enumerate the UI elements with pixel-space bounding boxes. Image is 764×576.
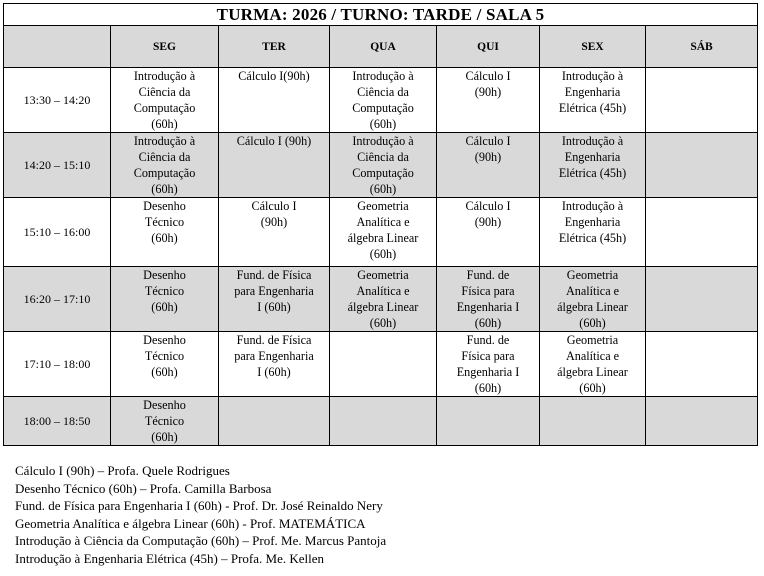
class-cell-line: Cálculo I(90h): [238, 69, 310, 83]
legend-item: Fund. de Física para Engenharia I (60h) - Prof. Dr. José Reinaldo Nery: [15, 498, 383, 514]
class-cell-line: Analítica e: [356, 284, 410, 298]
time-slot-label: 18:00 – 18:50: [4, 397, 111, 446]
class-cell-line: Ciência da: [357, 150, 409, 164]
class-cell-line: (90h): [474, 215, 502, 229]
class-cell-line: Geometria: [357, 199, 409, 213]
class-cell-line: Fund. de Física: [236, 268, 312, 282]
class-cell: [646, 267, 758, 332]
time-slot-row: [4, 267, 758, 332]
class-cell-line: Desenho: [143, 333, 186, 347]
class-cell-line: Física para: [461, 284, 515, 298]
class-cell: [540, 332, 646, 397]
class-cell-line: Introdução à: [352, 69, 414, 83]
class-cell-line: Cálculo I: [465, 134, 511, 148]
class-cell-line: Introdução à: [352, 134, 414, 148]
class-cell: [540, 133, 646, 198]
legend-item: Introdução à Engenharia Elétrica (45h) – Profa. Me. Kellen: [15, 550, 324, 566]
time-slot-row: [4, 133, 758, 198]
class-cell: [330, 267, 437, 332]
class-cell: [540, 397, 646, 446]
time-slot-label: 16:20 – 17:10: [4, 267, 111, 332]
class-cell-line: Introdução à: [133, 134, 196, 148]
class-cell: [111, 267, 219, 332]
class-cell-line: (60h): [369, 316, 397, 330]
class-cell-line: Geometria: [566, 268, 619, 282]
class-cell: [330, 133, 437, 198]
time-slot-label: 15:10 – 16:00: [4, 198, 111, 267]
class-cell: [330, 68, 437, 133]
day-header-4: SEX: [540, 26, 646, 68]
class-cell: [646, 397, 758, 446]
day-header-3: QUI: [437, 26, 540, 68]
class-cell-line: Fund. de Física: [236, 333, 312, 347]
class-cell-line: Computação: [352, 166, 414, 180]
class-cell-line: Cálculo I: [251, 199, 297, 213]
class-cell-line: Geometria: [566, 333, 619, 347]
class-cell: [111, 397, 219, 446]
class-cell-line: Elétrica (45h): [558, 231, 627, 245]
class-cell-line: Analítica e: [565, 349, 620, 363]
class-cell-line: (60h): [579, 381, 606, 395]
class-cell: [540, 68, 646, 133]
class-cell-line: Computação: [352, 101, 414, 115]
legend-item: Desenho Técnico (60h) – Profa. Camilla Barbosa: [15, 480, 272, 496]
class-cell-line: para Engenharia: [234, 284, 314, 298]
class-cell-line: Desenho: [143, 268, 186, 282]
class-cell: [540, 267, 646, 332]
class-cell-line: I (60h): [257, 365, 291, 379]
schedule-title: TURMA: 2026 / TURNO: TARDE / SALA 5: [4, 4, 758, 26]
class-cell-line: (60h): [474, 316, 502, 330]
day-header-5: SÁB: [646, 26, 758, 68]
class-cell: [437, 68, 540, 133]
class-cell: [437, 198, 540, 267]
legend-item: Cálculo I (90h) – Profa. Quele Rodrigues: [15, 463, 230, 478]
class-cell-line: Analítica e: [356, 215, 410, 229]
class-cell-line: (90h): [474, 150, 502, 164]
class-cell-line: Engenharia: [564, 215, 621, 229]
class-cell-line: Ciência da: [357, 85, 409, 99]
class-cell-line: Introdução à: [133, 69, 196, 83]
corner-cell: [4, 26, 111, 68]
time-slot-row: [4, 397, 758, 446]
class-cell-line: álgebra Linear: [347, 300, 419, 314]
class-cell: [437, 133, 540, 198]
class-cell-line: Desenho: [143, 199, 186, 213]
class-cell-line: Técnico: [144, 284, 185, 298]
class-cell: [111, 133, 219, 198]
class-cell-line: (90h): [474, 85, 502, 99]
time-slot-label: 13:30 – 14:20: [4, 68, 111, 133]
class-cell-line: Física para: [461, 349, 515, 363]
class-cell-line: Cálculo I (90h): [236, 134, 312, 148]
class-cell-line: Engenharia I: [456, 365, 520, 379]
class-cell-line: Analítica e: [565, 284, 620, 298]
class-cell-line: Fund. de: [466, 268, 510, 282]
class-cell-line: Computação: [133, 101, 196, 115]
class-cell-line: Geometria: [357, 268, 409, 282]
class-cell-line: Cálculo I: [465, 199, 511, 213]
class-cell: [646, 133, 758, 198]
class-cell-line: (60h): [151, 430, 178, 444]
class-cell-line: (60h): [369, 182, 397, 196]
class-cell-line: I (60h): [257, 300, 291, 314]
time-slot-label: 14:20 – 15:10: [4, 133, 111, 198]
class-cell: [646, 198, 758, 267]
class-cell-line: Engenharia I: [456, 300, 520, 314]
class-cell-line: Cálculo I: [465, 69, 511, 83]
day-header-2: QUA: [330, 26, 437, 68]
class-cell: [646, 68, 758, 133]
class-cell: [437, 397, 540, 446]
class-cell-line: Engenharia: [564, 85, 621, 99]
schedule-table: [3, 3, 758, 446]
class-cell: [330, 332, 437, 397]
class-cell-line: Computação: [133, 166, 196, 180]
class-cell-line: Introdução à: [561, 134, 624, 148]
class-cell-line: Técnico: [144, 414, 185, 428]
day-header-row: [4, 26, 758, 68]
course-legend: [15, 462, 386, 568]
time-slot-row: [4, 198, 758, 267]
class-cell-line: (60h): [151, 365, 178, 379]
day-header-0: SEG: [111, 26, 219, 68]
class-cell: [437, 267, 540, 332]
class-cell-line: para Engenharia: [234, 349, 314, 363]
class-cell-line: Elétrica (45h): [558, 101, 627, 115]
class-cell-line: Elétrica (45h): [558, 166, 627, 180]
class-cell-line: (60h): [579, 316, 606, 330]
class-cell-line: Fund. de: [466, 333, 510, 347]
class-cell-line: (60h): [474, 381, 502, 395]
class-cell: [330, 198, 437, 267]
class-cell-line: Engenharia: [564, 150, 621, 164]
class-cell-line: álgebra Linear: [347, 231, 419, 245]
class-cell: [219, 397, 330, 446]
class-cell-line: (90h): [260, 215, 288, 229]
class-cell: [219, 332, 330, 397]
class-cell-line: Técnico: [144, 215, 185, 229]
class-cell: [646, 332, 758, 397]
class-cell-line: (60h): [151, 117, 178, 131]
class-cell-line: Ciência da: [138, 85, 191, 99]
class-cell-line: Ciência da: [138, 150, 191, 164]
class-cell-line: álgebra Linear: [557, 365, 628, 379]
class-cell: [330, 397, 437, 446]
class-cell-line: álgebra Linear: [557, 300, 628, 314]
class-cell: [437, 332, 540, 397]
class-cell: [219, 267, 330, 332]
legend-item: Geometria Analítica e álgebra Linear (60h) - Prof. MATEMÁTICA: [15, 515, 366, 531]
class-cell-line: (60h): [369, 247, 397, 261]
class-cell-line: (60h): [151, 182, 178, 196]
class-cell: [111, 332, 219, 397]
class-cell-line: (60h): [369, 117, 397, 131]
class-cell: [219, 68, 330, 133]
legend-item: Introdução à Ciência da Computação (60h) – Prof. Me. Marcus Pantoja: [15, 533, 387, 549]
class-cell-line: Desenho: [143, 398, 186, 412]
class-cell-line: Introdução à: [561, 199, 624, 213]
class-cell: [111, 198, 219, 267]
time-slot-row: [4, 332, 758, 397]
class-cell-line: Técnico: [144, 349, 185, 363]
class-cell: [111, 68, 219, 133]
time-slot-label: 17:10 – 18:00: [4, 332, 111, 397]
class-cell-line: (60h): [151, 231, 178, 245]
time-slot-row: [4, 68, 758, 133]
day-header-1: TER: [219, 26, 330, 68]
class-cell: [540, 198, 646, 267]
class-cell: [219, 198, 330, 267]
class-cell-line: (60h): [151, 300, 178, 314]
class-cell-line: Introdução à: [561, 69, 624, 83]
class-cell: [219, 133, 330, 198]
